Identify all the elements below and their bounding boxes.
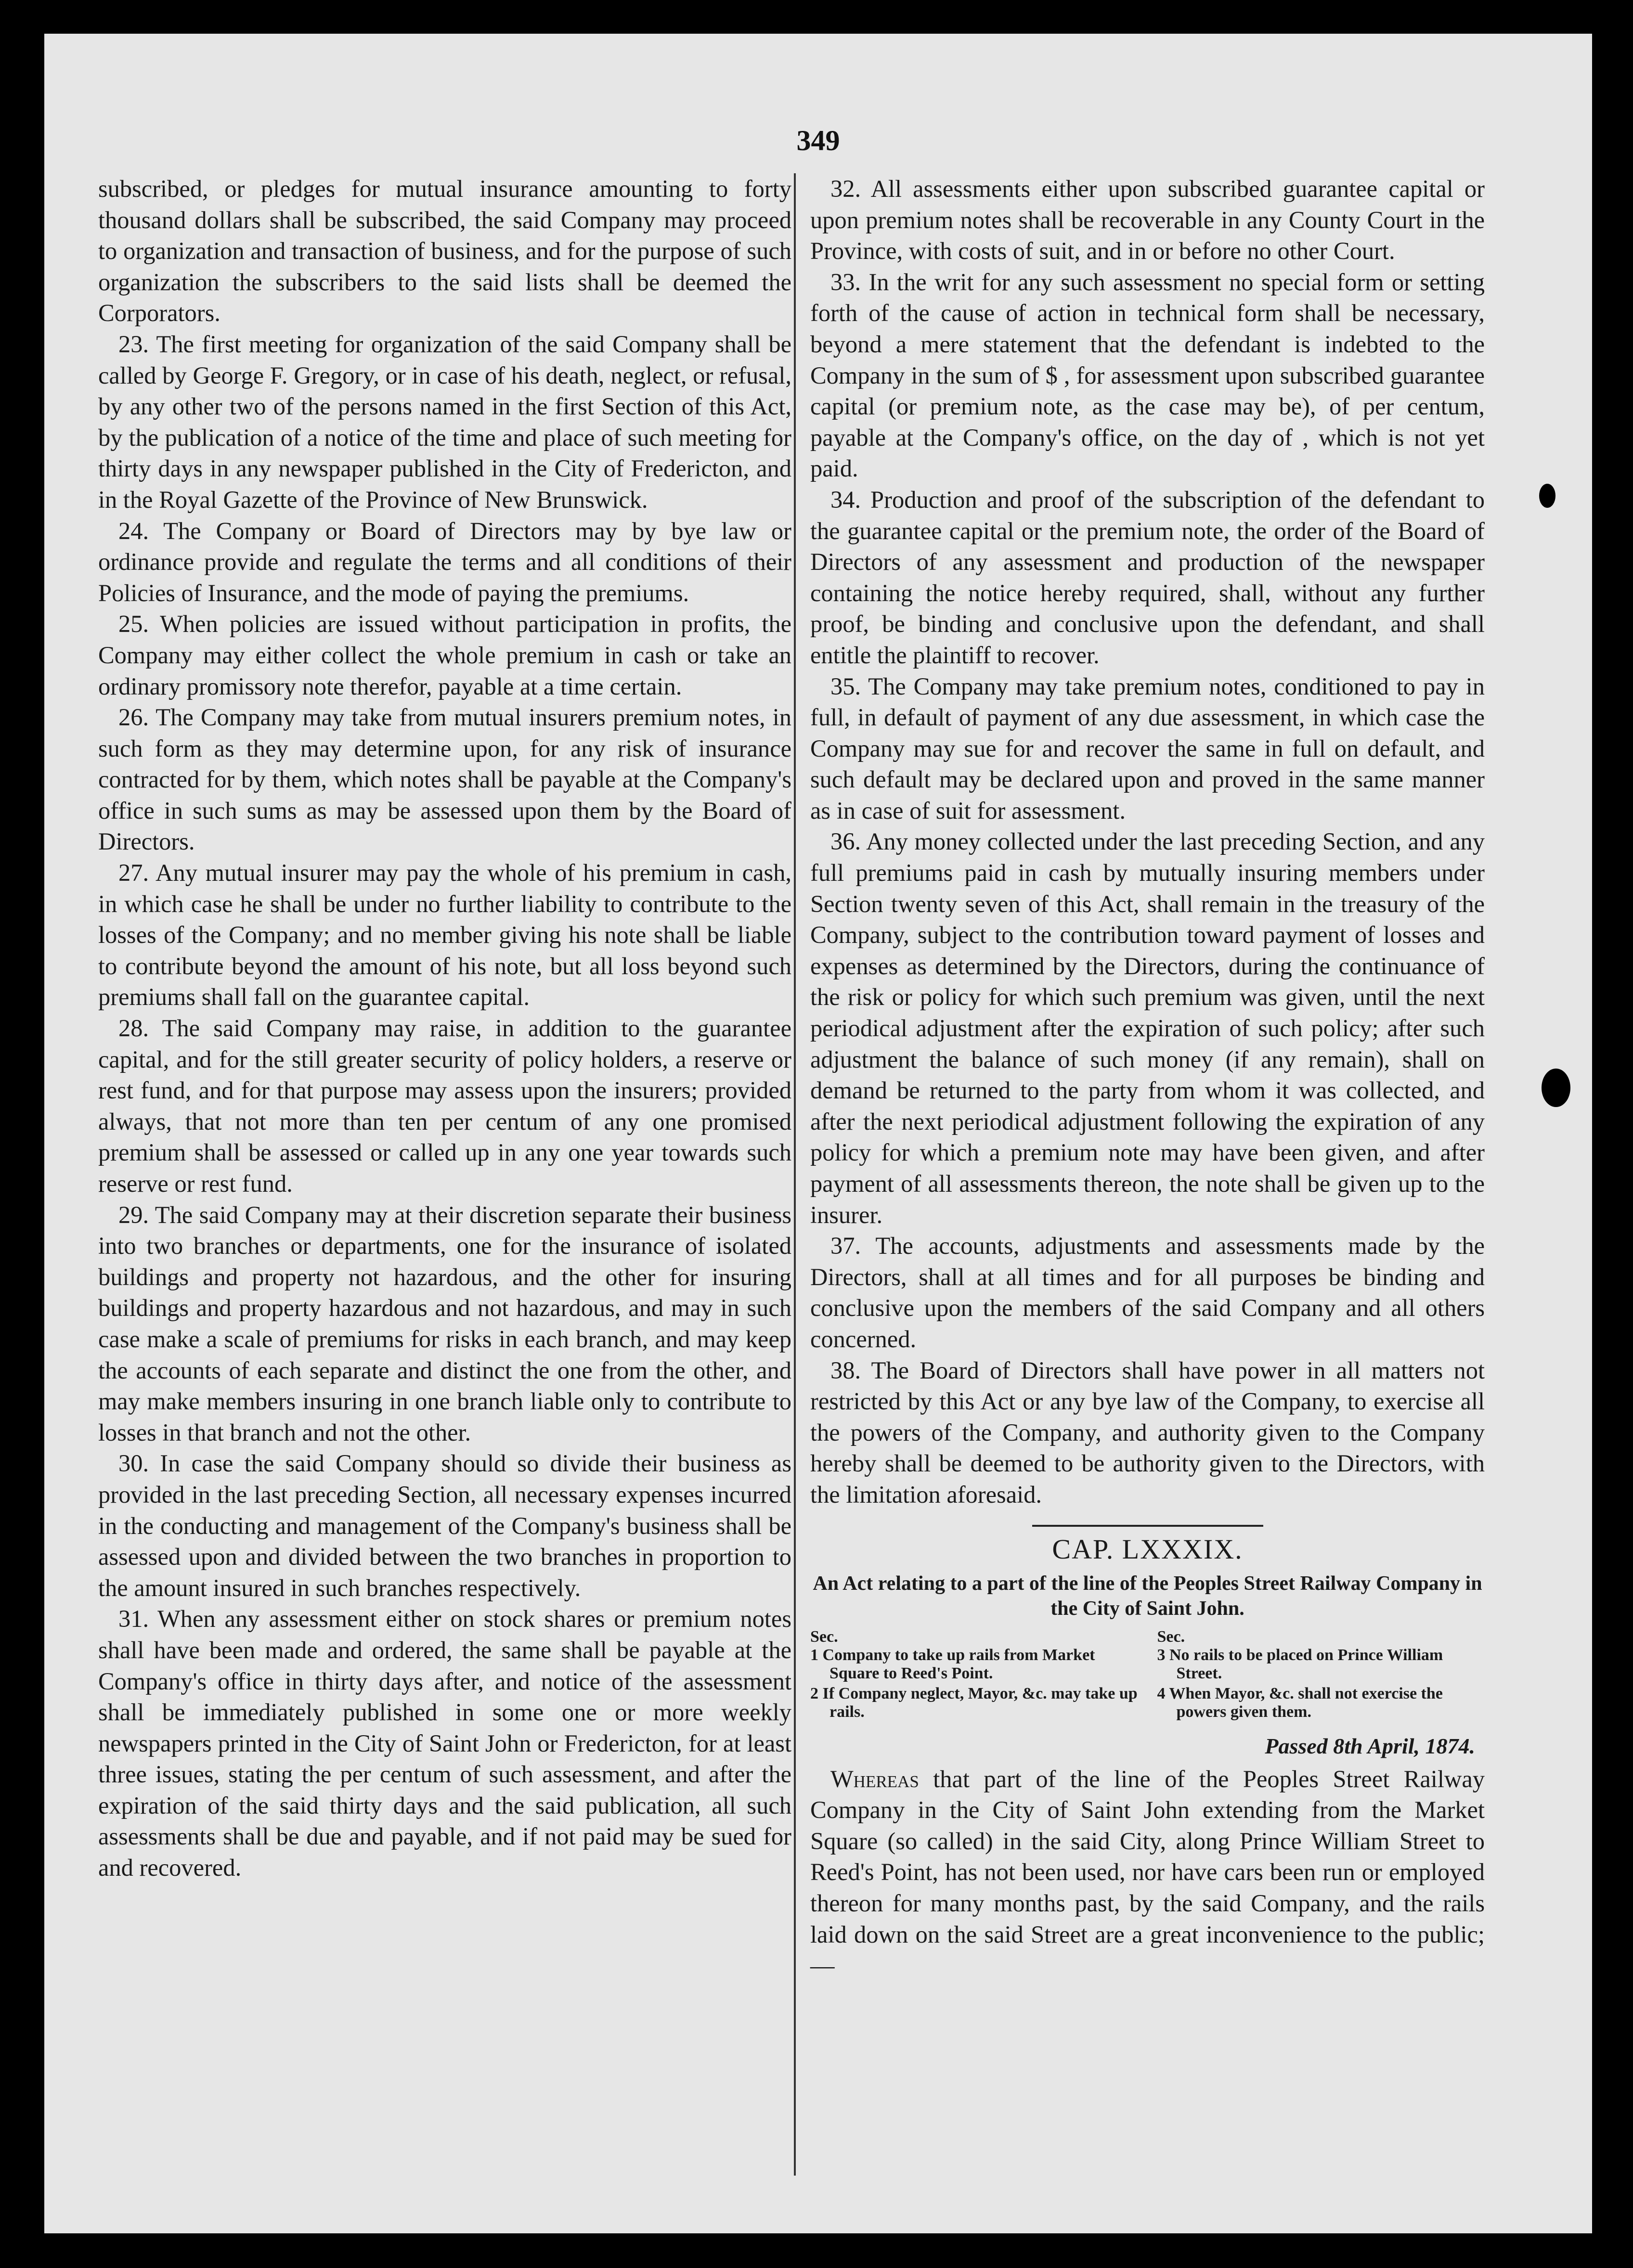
section-25: 25. When policies are issued without participation in profits, the Company may either collect the whole premium in cash or take an ordinary promissory note therefor, payable at a time certain. — [98, 610, 791, 700]
section-32: 32. All assessments either upon subscribed guarantee capital or upon premium notes shall be recoverable in any County Court in the Province, with costs of suit, and in or before no other Court. — [810, 175, 1485, 265]
document-page — [44, 34, 1592, 2233]
whereas-preamble — [810, 1764, 1485, 1981]
sec-header-right: Sec. — [1157, 1627, 1185, 1646]
sec-summary-2: 2 If Company neglect, Mayor, &c. may take up rails. — [810, 1684, 1138, 1721]
ink-blot-1 — [1539, 484, 1555, 508]
section-summary — [810, 1628, 1485, 1723]
right-column — [794, 173, 1485, 2176]
section-27: 27. Any mutual insurer may pay the whole of his premium in cash, in which case he shall be under no further liability to contribute to the losses of the Company; and no member giving his note shall be liable to contribute beyond the amount of his note, but all loss beyond such premiums shall fall on the guarantee capital. — [98, 859, 791, 1011]
page-number: 349 — [796, 125, 840, 156]
whereas-text: that part of the line of the Peoples Street Railway Company in the City of Saint John extending from the Market Square (so called) in the said City, along Prince William Street to Reed's Point, has not been used, nor have cars been run or employed thereon for many months past, by the said Company, and the rails laid down on the said Street are a great inconvenience to the public;— — [810, 1765, 1485, 1979]
section-31: 31. When any assessment either on stock shares or premium notes shall have been made and ordered, the same shall be payable at the Company's office in thirty days after, and notice of the assessment shall be immediately published in some one or more weekly newspapers printed in the City of Saint John or Fredericton, for at least three issues, stating the per centum of such assessment, and after the expiration of the said thirty days and the said publication, all such assessments shall be due and payable, and if not paid may be sued for and recovered. — [98, 1605, 791, 1881]
chapter-divider — [1032, 1525, 1263, 1527]
sec-header-left: Sec. — [810, 1627, 838, 1646]
left-column — [98, 173, 791, 1883]
section-36: 36. Any money collected under the last preceding Section, and any full premiums paid in cash by mutually insuring members under Section twenty seven of this Act, shall remain in the treasury of the Company, subject to the contribution toward payment of losses and expenses as determined by the Directors, during the continuance of the risk or policy for which such premium was given, until the next periodical adjustment after the expiration of such policy; after such adjustment the balance of such money (if any remain), shall on demand be returned to the party from whom it was collected, and after the next periodical adjustment following the expiration of any policy for which a premium note may have been given, and after payment of all assessments thereon, the note shall be given up to the insurer. — [810, 828, 1485, 1228]
section-26: 26. The Company may take from mutual insurers premium notes, in such form as they may determine upon, for any risk of insurance contracted for by them, which notes shall be payable at the Company's office in such sums as may be assessed upon them by the Board of Directors. — [98, 704, 791, 855]
whereas-lead: Whereas — [830, 1765, 919, 1792]
section-29: 29. The said Company may at their discretion separate their business into two branches or departments, one for the insurance of isolated buildings and property not hazardous, and the other for insuring buildings and property hazardous and not hazardous, and may in such case make a scale of premiums for risks in each branch, and may keep the accounts of each separate and distinct the one from the other, and may make members insuring in one branch liable only to contribute to losses in that branch and not the other. — [98, 1201, 791, 1446]
sec-summary-3: 3 No rails to be placed on Prince William Street. — [1157, 1646, 1443, 1682]
passed-date: Passed 8th April, 1874. — [1265, 1733, 1475, 1758]
section-34: 34. Production and proof of the subscription of the defendant to the guarantee capital or the premium note, the order of the Board of Directors of any assessment and production of the newspaper containing the notice hereby required, shall, without any further proof, be binding and conclusive upon the defendant, and shall entitle the plaintiff to recover. — [810, 486, 1485, 669]
ink-blot-2 — [1542, 1069, 1570, 1107]
paragraph-continuation: subscribed, or pledges for mutual insurance amounting to forty thousand dollars shall be subscribed, the said Company may proceed to organization and transaction of business, and for the purpose of such organization the subscribers to the said lists shall be deemed the Corporators. — [98, 175, 791, 327]
section-24: 24. The Company or Board of Directors may by bye law or ordinance provide and regulate the terms and all conditions of their Policies of Insurance, and the mode of paying the premiums. — [98, 517, 791, 606]
section-28: 28. The said Company may raise, in addition to the guarantee capital, and for the still greater security of policy holders, a reserve or rest fund, and for that purpose may assess upon the insurers; provided always, that not more than ten per centum of any one promised premium shall be assessed or called up in any one year towards such reserve or rest fund. — [98, 1015, 791, 1197]
section-33: 33. In the writ for any such assessment no special form or setting forth of the cause of action in technical form shall be necessary, beyond a mere statement that the defendant is indebted to the Company in the sum of $ , for assessment upon subscribed guarantee capital (or premium note, as the case may be), of per centum, payable at the Company's office, on the day of , which is not yet paid. — [810, 268, 1485, 482]
section-37: 37. The accounts, adjustments and assessments made by the Directors, shall at all times and for all purposes be binding and conclusive upon the members of the said Company and all others concerned. — [810, 1232, 1485, 1353]
section-35: 35. The Company may take premium notes, conditioned to pay in full, in default of payment of any due assessment, in which case the Company may sue for and recover the same in full on default, and such default may be declared upon and proved in the same manner as in case of suit for assessment. — [810, 672, 1485, 824]
sec-summary-4: 4 When Mayor, &c. shall not exercise the powers given them. — [1157, 1684, 1443, 1721]
chapter-title: CAP. LXXXIX. — [1052, 1533, 1243, 1565]
act-title: An Act relating to a part of the line of the Peoples Street Railway Company in the City of Saint John. — [813, 1572, 1482, 1620]
sec-summary-1: 1 Company to take up rails from Market Square to Reed's Point. — [810, 1646, 1095, 1682]
section-38: 38. The Board of Directors shall have power in all matters not restricted by this Act or any bye law of the Company, to exercise all the powers of the Company, and authority given to the Company hereby shall be deemed to be authority given to the Directors, with the limitation aforesaid. — [810, 1356, 1485, 1508]
section-23: 23. The first meeting for organization of the said Company shall be called by George F. Gregory, or in case of his death, neglect, or refusal, by any other two of the persons named in the first Section of this Act, by the publication of a notice of the time and place of such meeting for thirty days in any newspaper published in the City of Fredericton, and in the Royal Gazette of the Province of New Brunswick. — [98, 330, 791, 513]
section-30: 30. In case the said Company should so divide their business as provided in the last preceding Section, all necessary expenses incurred in the conducting and management of the Company's business shall be assessed upon and divided between the two branches in proportion to the amount insured in such branches respectively. — [98, 1450, 791, 1601]
